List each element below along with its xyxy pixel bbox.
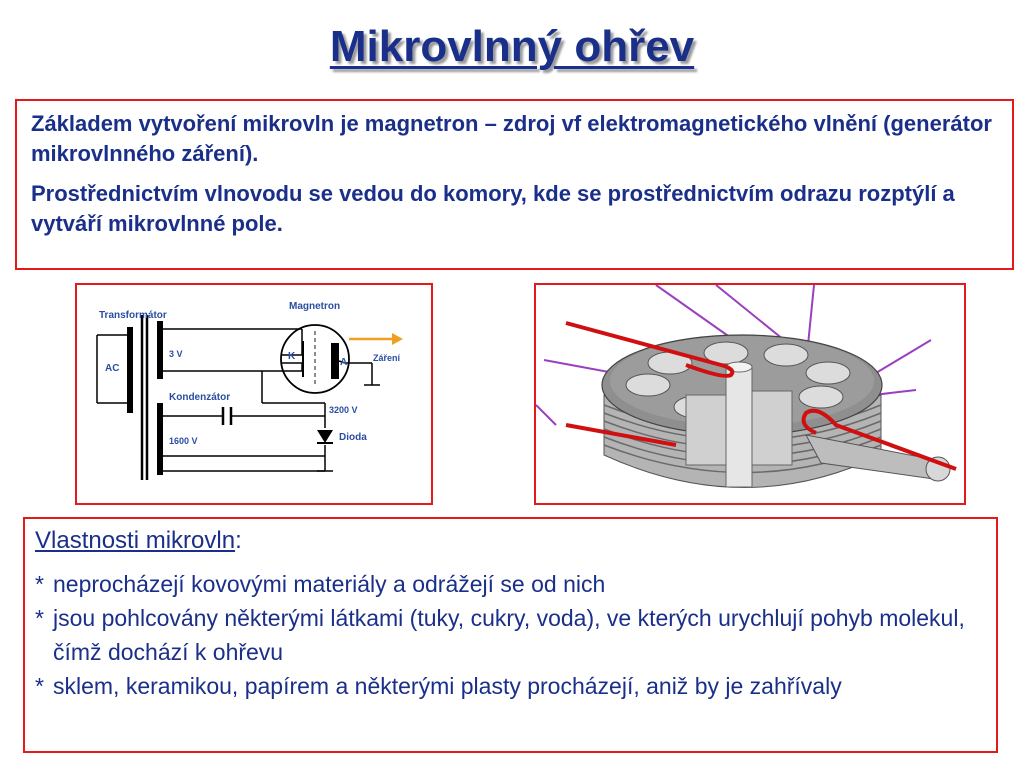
- intro-paragraph-1: Základem vytvoření mikrovln je magnetron – zdroj vf elektromagnetického vlnění (generátor mikrovlnného záření).: [31, 111, 992, 166]
- circuit-diagram: [77, 285, 431, 503]
- intro-box: [15, 99, 1014, 270]
- circuit-diagram-box: [75, 283, 433, 505]
- properties-heading-colon: :: [235, 527, 242, 554]
- list-item: [35, 669, 986, 703]
- radiation-label: Záření: [373, 353, 401, 363]
- voltage-1600v-label: 1600 V: [169, 436, 198, 446]
- bullet-star: *: [35, 571, 44, 597]
- transformer-label: Transformátor: [99, 310, 167, 321]
- list-item: [35, 601, 986, 669]
- list-item-text: jsou pohlcovány některými látkami (tuky, cukry, voda), ve kterých urychlují pohyb molekul, čímž dochází k ohřevu: [53, 605, 965, 665]
- magnetron-illustration-box: [534, 283, 966, 505]
- anode-label: A: [340, 357, 348, 368]
- properties-list: [35, 567, 986, 703]
- bullet-star: *: [35, 673, 44, 699]
- properties-heading-text: Vlastnosti mikrovln: [35, 527, 236, 554]
- properties-box: [23, 517, 998, 753]
- page-title: Mikrovlnný ohřev: [329, 22, 695, 71]
- diode-label: Dioda: [339, 432, 367, 443]
- list-item-text: neprocházejí kovovými materiály a odrážejí se od nich: [53, 571, 606, 597]
- magnetron-label: Magnetron: [289, 301, 341, 312]
- magnetron-illustration: [536, 285, 964, 503]
- voltage-3200v-label: 3200 V: [329, 405, 358, 415]
- list-item: [35, 567, 986, 601]
- intro-paragraph-2: Prostřednictvím vlnovodu se vedou do komory, kde se prostřednictvím odrazu rozptýlí a vytváří mikrovlnné pole.: [31, 181, 955, 236]
- voltage-3v-label: 3 V: [169, 349, 183, 359]
- properties-heading: [35, 525, 986, 557]
- ac-label: AC: [105, 363, 120, 374]
- cathode-label: K: [288, 351, 296, 362]
- list-item-text: sklem, keramikou, papírem a některými plasty procházejí, aniž by je zahřívaly: [53, 673, 842, 699]
- bullet-star: *: [35, 605, 44, 631]
- capacitor-label: Kondenzátor: [169, 392, 231, 403]
